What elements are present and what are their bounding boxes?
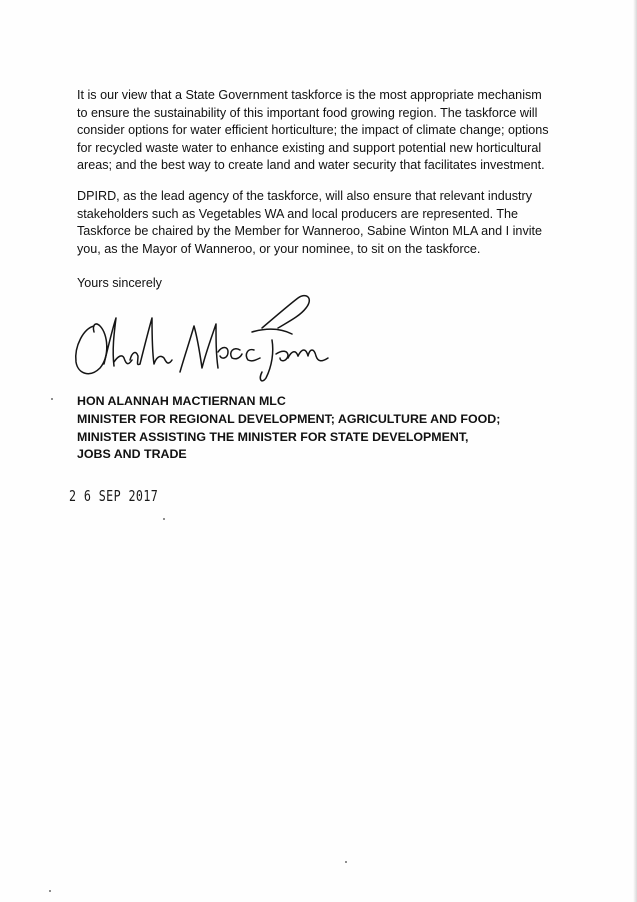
body-paragraph-taskforce: It is our view that a State Government taskforce is the most appropriate mechanism to ensure the sustainability of this important food growing region. The taskforce will consider options for water efficient horticulture; the impact of climate change; options for recycled waste water to enhance existing and support potential new horticultural areas; and the best way to create land and water security that facilitates investment. — [77, 88, 549, 173]
page-edge-shadow — [633, 0, 637, 902]
signature-block — [77, 393, 597, 464]
closing-salutation: Yours sincerely — [77, 276, 162, 290]
signatory-title-line: JOBS AND TRADE — [77, 447, 187, 462]
signatory-title-line: MINISTER FOR REGIONAL DEVELOPMENT; AGRICULTURE AND FOOD; — [77, 411, 501, 426]
scan-speck — [51, 398, 53, 400]
signatory-name: HON ALANNAH MACTIERNAN MLC — [77, 394, 286, 408]
scan-speck — [345, 861, 347, 863]
scan-speck — [49, 890, 51, 892]
signatory-title-line: MINISTER ASSISTING THE MINISTER FOR STATE DEVELOPMENT, — [77, 429, 469, 444]
scan-speck — [163, 518, 165, 520]
date-stamp: 2 6 SEP 2017 — [69, 487, 159, 505]
body-paragraph-dpird: DPIRD, as the lead agency of the taskforce, will also ensure that relevant industry stakeholders such as Vegetables WA and local producers are represented. The Taskforce be chaired by the Member for Wanneroo, Sabine Winton MLA and I invite you, as the Mayor of Wanneroo, or your nominee, to sit on the taskforce. — [77, 189, 543, 256]
handwritten-signature — [66, 288, 336, 388]
